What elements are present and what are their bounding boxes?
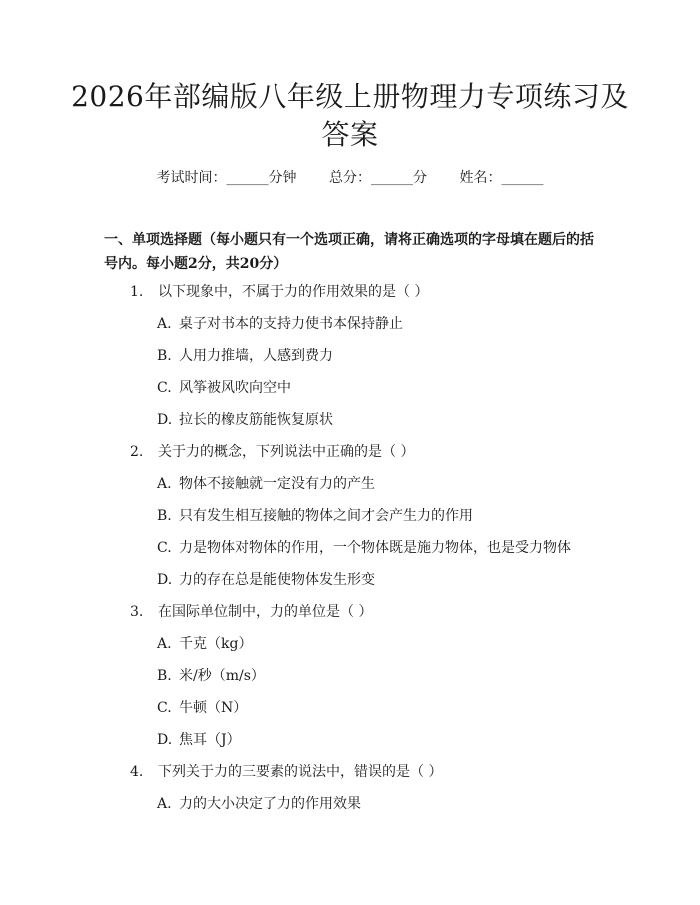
option-letter: C.: [157, 380, 172, 396]
option-letter: A.: [157, 476, 172, 492]
option-text: 焦耳（J）: [179, 732, 241, 748]
question-stem: [130, 442, 414, 462]
question-option: [157, 634, 252, 654]
option-letter: D.: [157, 412, 173, 428]
question-option: [157, 346, 333, 366]
student-name-field: 姓名：______: [459, 170, 544, 186]
option-letter: B.: [157, 348, 172, 364]
question-stem: [130, 602, 372, 622]
option-letter: A.: [157, 636, 172, 652]
option-letter: D.: [157, 732, 173, 748]
document-title: 2026年部编版八年级上册物理力专项练习及答案: [71, 80, 629, 151]
question-option: [157, 698, 247, 718]
option-letter: A.: [157, 796, 172, 812]
question-number: 3.: [130, 604, 144, 620]
question-text: 以下现象中，不属于力的作用效果的是（ ）: [158, 284, 429, 300]
question-number: 4.: [130, 764, 144, 780]
question-option: [157, 474, 375, 494]
option-letter: A.: [157, 316, 172, 332]
exam-info-line: [0, 168, 700, 188]
option-text: 力是物体对物体的作用，一个物体既是施力物体，也是受力物体: [179, 540, 571, 556]
option-text: 牛顿（N）: [179, 700, 248, 716]
question-option: [157, 538, 571, 558]
exam-time-field: 考试时间：______分钟: [156, 170, 297, 186]
question-stem: [130, 282, 428, 302]
question-option: [157, 378, 291, 398]
total-score-field: 总分：______分: [329, 170, 427, 186]
option-text: 力的存在总是能使物体发生形变: [179, 572, 375, 588]
question-option: [157, 314, 403, 334]
question-option: [157, 794, 361, 814]
question-option: [157, 410, 333, 430]
question-option: [157, 730, 241, 750]
option-text: 拉长的橡皮筋能恢复原状: [179, 412, 333, 428]
question-text: 下列关于力的三要素的说法中，错误的是（ ）: [158, 764, 443, 780]
question-number: 2.: [130, 444, 144, 460]
option-letter: B.: [157, 508, 172, 524]
question-option: [157, 570, 375, 590]
question-number: 1.: [130, 284, 144, 300]
question-text: 关于力的概念，下列说法中正确的是（ ）: [158, 444, 415, 460]
option-text: 只有发生相互接触的物体之间才会产生力的作用: [179, 508, 473, 524]
option-text: 力的大小决定了力的作用效果: [179, 796, 361, 812]
option-text: 人用力推墙，人感到费力: [179, 348, 333, 364]
option-letter: C.: [157, 700, 172, 716]
section-heading-single-choice: 一、单项选择题（每小题只有一个选项正确，请将正确选项的字母填在题后的括号内。每小题2分，共20分）: [104, 232, 594, 272]
option-text: 物体不接触就一定没有力的产生: [179, 476, 375, 492]
question-text: 在国际单位制中，力的单位是（ ）: [158, 604, 373, 620]
question-stem: [130, 762, 442, 782]
option-letter: D.: [157, 572, 173, 588]
option-letter: B.: [157, 668, 172, 684]
question-option: [157, 506, 473, 526]
question-option: [157, 666, 265, 686]
option-text: 桌子对书本的支持力使书本保持静止: [179, 316, 403, 332]
option-letter: C.: [157, 540, 172, 556]
option-text: 千克（kg）: [179, 636, 253, 652]
option-text: 风筝被风吹向空中: [179, 380, 291, 396]
option-text: 米/秒（m/s）: [179, 668, 265, 684]
